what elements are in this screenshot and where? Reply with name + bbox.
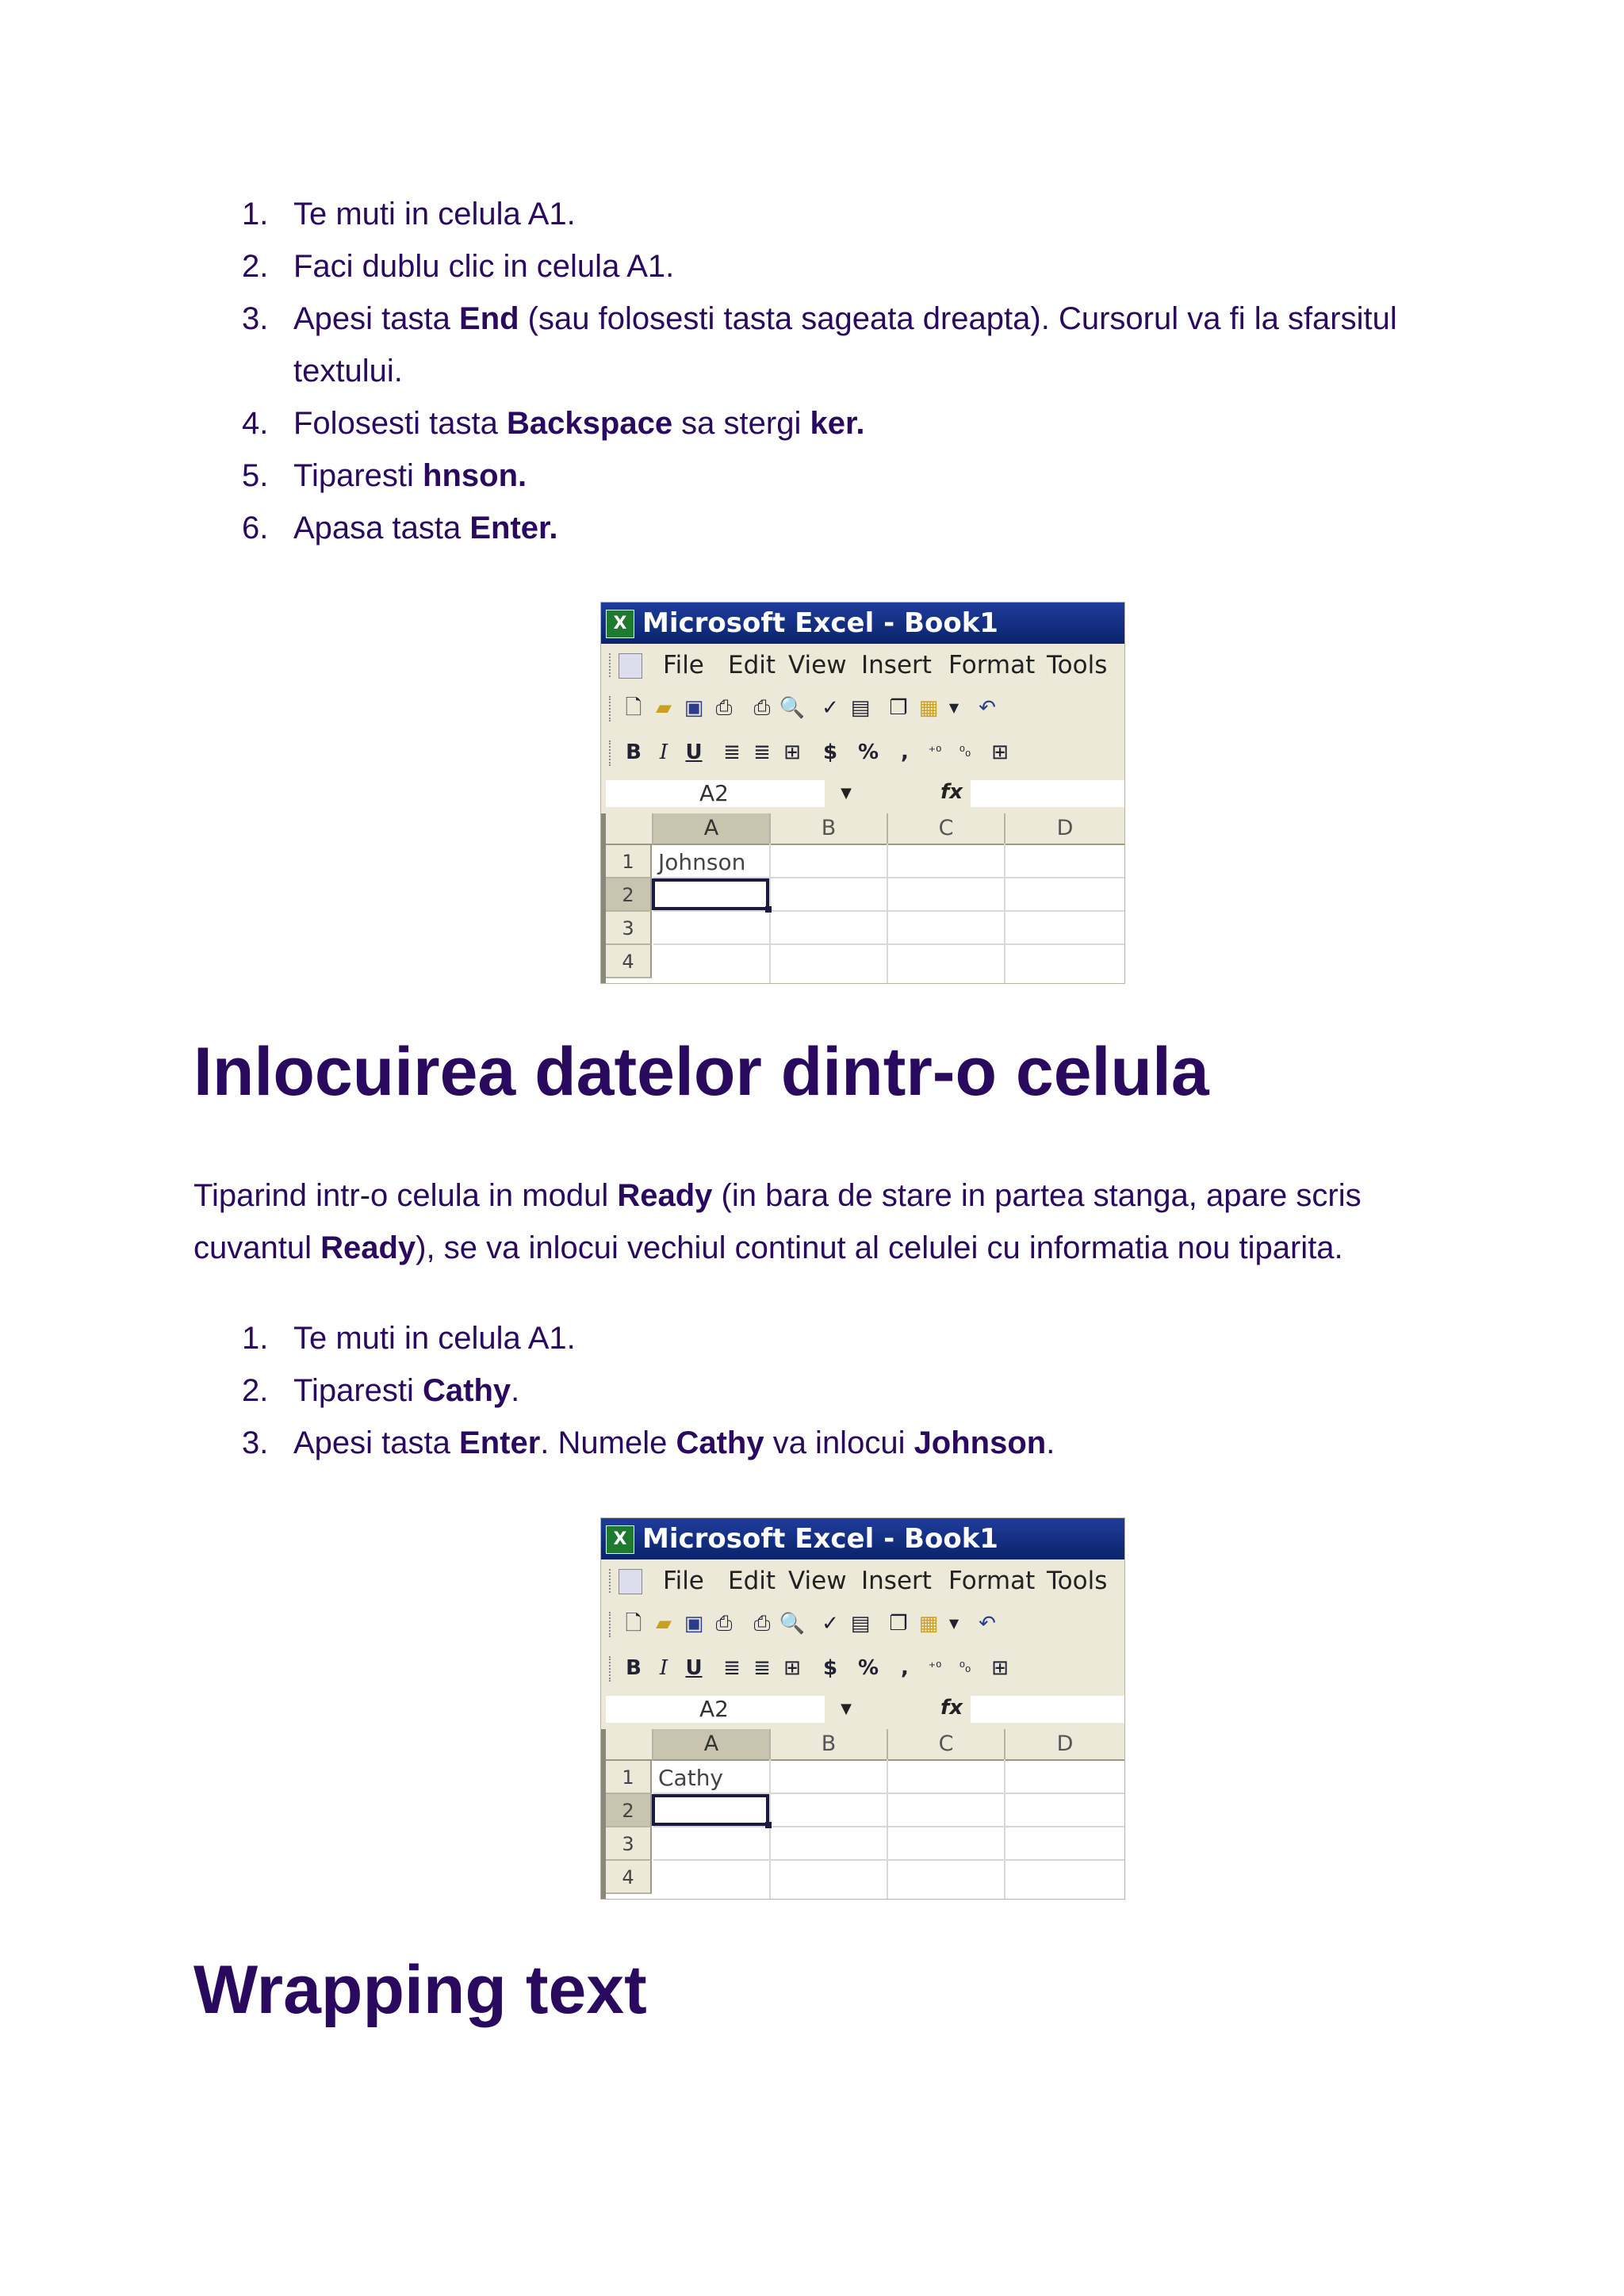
document-icon bbox=[619, 1569, 642, 1594]
list-item: 4. Folosesti tasta Backspace sa stergi ker. bbox=[242, 406, 865, 441]
list-item: 1. Te muti in celula A1. bbox=[242, 1321, 576, 1356]
gridline bbox=[769, 1759, 771, 1899]
function-icon[interactable]: fx bbox=[940, 780, 963, 804]
steps-list-2 bbox=[0, 1312, 1443, 1469]
formula-input[interactable] bbox=[971, 1696, 1124, 1723]
row-header-1[interactable]: 1 bbox=[606, 1761, 652, 1794]
select-all-corner[interactable] bbox=[606, 813, 653, 845]
new-icon[interactable]: 🗋 bbox=[625, 1612, 642, 1636]
paste-icon[interactable]: ▦ bbox=[918, 696, 939, 720]
bold-button[interactable]: B bbox=[626, 740, 642, 764]
toolbar-grip bbox=[609, 653, 614, 677]
menu-file[interactable]: File bbox=[663, 1567, 704, 1595]
paste-dropdown-icon[interactable]: ▼ bbox=[948, 700, 959, 715]
column-header-d[interactable]: D bbox=[1005, 1729, 1124, 1761]
column-header-b[interactable]: B bbox=[771, 813, 888, 845]
window-title: Microsoft Excel - Book1 bbox=[642, 607, 998, 639]
worksheet-grid[interactable] bbox=[601, 1729, 1124, 1899]
menu-view[interactable]: View bbox=[788, 1567, 847, 1595]
name-box[interactable]: A2 ▼ bbox=[606, 1696, 825, 1723]
formula-bar bbox=[601, 1691, 1124, 1728]
row-header-4[interactable]: 4 bbox=[606, 945, 652, 978]
currency-button[interactable]: $ bbox=[822, 740, 838, 764]
list-item: 6. Apasa tasta Enter. bbox=[242, 511, 558, 545]
comma-button[interactable]: , bbox=[901, 1656, 909, 1680]
active-cell-a2[interactable] bbox=[652, 878, 769, 910]
spelling-icon[interactable]: ✓ bbox=[822, 696, 839, 720]
increase-decimal-icon[interactable]: ⁺⁰ bbox=[928, 1659, 942, 1676]
function-icon[interactable]: fx bbox=[940, 1696, 963, 1720]
print-preview-icon[interactable]: 🔍 bbox=[779, 1612, 806, 1636]
row-header-2[interactable]: 2 bbox=[606, 878, 652, 912]
merge-center-icon[interactable]: ⊞ bbox=[783, 740, 801, 764]
save-icon[interactable]: ▣ bbox=[684, 1612, 704, 1636]
bold-button[interactable]: B bbox=[626, 1656, 642, 1680]
menu-insert[interactable]: Insert bbox=[861, 1567, 932, 1595]
excel-screenshot-2 bbox=[601, 1518, 1124, 1899]
menu-tools[interactable]: Tools bbox=[1047, 1567, 1108, 1595]
comma-button[interactable]: , bbox=[901, 740, 909, 764]
menu-bar bbox=[601, 1559, 1124, 1602]
gridline bbox=[887, 1759, 888, 1899]
borders-icon[interactable]: ⊞ bbox=[991, 1656, 1009, 1680]
gridline bbox=[769, 844, 771, 983]
underline-button[interactable]: U bbox=[685, 1656, 703, 1680]
undo-icon[interactable]: ↶ bbox=[979, 1612, 996, 1636]
borders-icon[interactable]: ⊞ bbox=[991, 740, 1009, 764]
decrease-decimal-icon[interactable]: ⁰₀ bbox=[959, 1659, 971, 1676]
align-left-icon[interactable]: ≣ bbox=[723, 1656, 741, 1680]
list-item: 2. Faci dublu clic in celula A1. bbox=[242, 249, 675, 284]
copy-icon[interactable]: ❐ bbox=[889, 1612, 908, 1636]
column-header-a[interactable]: A bbox=[653, 1729, 771, 1761]
excel-screenshot-1 bbox=[601, 603, 1124, 983]
menu-view[interactable]: View bbox=[788, 651, 847, 679]
gridline bbox=[653, 1859, 1124, 1861]
formatting-toolbar bbox=[601, 1647, 1124, 1691]
column-header-a[interactable]: A bbox=[653, 813, 771, 845]
permission-icon[interactable]: ⎙ bbox=[715, 1612, 733, 1636]
save-icon[interactable]: ▣ bbox=[684, 696, 704, 720]
currency-button[interactable]: $ bbox=[822, 1656, 838, 1680]
select-all-corner[interactable] bbox=[606, 1729, 653, 1761]
gridline bbox=[1004, 844, 1005, 983]
formatting-toolbar bbox=[601, 731, 1124, 775]
toolbar-grip bbox=[609, 696, 614, 721]
align-right-icon[interactable]: ≣ bbox=[753, 740, 771, 764]
window-title-bar bbox=[601, 1518, 1124, 1559]
cell-a1[interactable]: Cathy bbox=[658, 1765, 724, 1791]
italic-button[interactable]: I bbox=[659, 740, 668, 764]
research-icon[interactable]: ▤ bbox=[850, 1612, 871, 1636]
menu-edit[interactable]: Edit bbox=[728, 1567, 776, 1595]
list-item: 3. Apesi tasta Enter. Numele Cathy va inlocui Johnson. bbox=[242, 1425, 1055, 1460]
italic-button[interactable]: I bbox=[659, 1656, 668, 1680]
menu-file[interactable]: File bbox=[663, 651, 704, 679]
steps-list-1 bbox=[0, 188, 1443, 554]
row-header-4[interactable]: 4 bbox=[606, 1861, 652, 1894]
gridline bbox=[653, 1826, 1124, 1827]
print-icon[interactable]: ⎙ bbox=[753, 696, 771, 720]
menu-tools[interactable]: Tools bbox=[1047, 651, 1108, 679]
menu-edit[interactable]: Edit bbox=[728, 651, 776, 679]
spelling-icon[interactable]: ✓ bbox=[822, 1612, 839, 1636]
research-icon[interactable]: ▤ bbox=[850, 696, 871, 720]
section-heading-wrapping: Wrapping text bbox=[193, 1952, 647, 2028]
list-item: 2. Tiparesti Cathy. bbox=[242, 1373, 520, 1408]
window-title: Microsoft Excel - Book1 bbox=[642, 1523, 998, 1555]
name-box[interactable]: A2 ▼ bbox=[606, 780, 825, 807]
column-header-b[interactable]: B bbox=[771, 1729, 888, 1761]
chevron-down-icon[interactable]: ▼ bbox=[841, 785, 852, 802]
column-header-c[interactable]: C bbox=[888, 1729, 1005, 1761]
cell-a1[interactable]: Johnson bbox=[658, 849, 746, 875]
excel-app-icon: X bbox=[606, 610, 634, 638]
menu-format[interactable]: Format bbox=[948, 651, 1036, 679]
row-header-3[interactable]: 3 bbox=[606, 912, 652, 945]
standard-toolbar bbox=[601, 1602, 1124, 1647]
undo-icon[interactable]: ↶ bbox=[979, 696, 996, 720]
menu-bar bbox=[601, 644, 1124, 687]
underline-button[interactable]: U bbox=[685, 740, 703, 764]
row-header-2[interactable]: 2 bbox=[606, 1794, 652, 1827]
list-item: 5. Tiparesti hnson. bbox=[242, 458, 527, 493]
merge-center-icon[interactable]: ⊞ bbox=[783, 1656, 801, 1680]
formula-input[interactable] bbox=[971, 780, 1124, 807]
row-header-1[interactable]: 1 bbox=[606, 845, 652, 878]
gridline bbox=[1004, 1759, 1005, 1899]
align-left-icon[interactable]: ≣ bbox=[723, 740, 741, 764]
document-icon bbox=[619, 653, 642, 679]
menu-format[interactable]: Format bbox=[948, 1567, 1036, 1595]
column-header-d[interactable]: D bbox=[1005, 813, 1124, 845]
open-icon[interactable]: ▰ bbox=[656, 1612, 672, 1636]
copy-icon[interactable]: ❐ bbox=[889, 696, 908, 720]
gridline bbox=[653, 943, 1124, 945]
gridline bbox=[653, 910, 1124, 912]
gridline bbox=[887, 844, 888, 983]
paragraph-replace: Tiparind intr-o celula in modul Ready (in bara de stare in partea stanga, apare scris cuvantul Ready), se va inlocui vechiul continut al celulei cu informatia nou tiparita. bbox=[193, 1178, 1362, 1265]
chevron-down-icon[interactable]: ▼ bbox=[841, 1701, 852, 1717]
list-item: 1. Te muti in celula A1. bbox=[242, 197, 576, 232]
formula-bar bbox=[601, 775, 1124, 812]
active-cell-a2[interactable] bbox=[652, 1794, 769, 1826]
decrease-decimal-icon[interactable]: ⁰₀ bbox=[959, 744, 971, 760]
percent-button[interactable]: % bbox=[857, 740, 879, 764]
paste-icon[interactable]: ▦ bbox=[918, 1612, 939, 1636]
toolbar-grip bbox=[609, 1656, 614, 1682]
toolbar-grip bbox=[609, 1569, 614, 1593]
increase-decimal-icon[interactable]: ⁺⁰ bbox=[928, 744, 942, 760]
toolbar-grip bbox=[609, 740, 614, 766]
window-title-bar bbox=[601, 603, 1124, 644]
excel-app-icon: X bbox=[606, 1525, 634, 1554]
new-icon[interactable]: 🗋 bbox=[625, 696, 642, 720]
column-header-c[interactable]: C bbox=[888, 813, 1005, 845]
print-icon[interactable]: ⎙ bbox=[753, 1612, 771, 1636]
menu-insert[interactable]: Insert bbox=[861, 651, 932, 679]
worksheet-grid[interactable] bbox=[601, 813, 1124, 983]
toolbar-grip bbox=[609, 1612, 614, 1637]
row-header-3[interactable]: 3 bbox=[606, 1827, 652, 1861]
permission-icon[interactable]: ⎙ bbox=[715, 696, 733, 720]
list-item: 3. Apesi tasta End (sau folosesti tasta sageata dreapta). Cursorul va fi la sfarsitul textului. bbox=[242, 301, 1397, 388]
section-heading-replace: Inlocuirea datelor dintr-o celula bbox=[193, 1034, 1209, 1110]
print-preview-icon[interactable]: 🔍 bbox=[779, 696, 806, 720]
align-right-icon[interactable]: ≣ bbox=[753, 1656, 771, 1680]
open-icon[interactable]: ▰ bbox=[656, 696, 672, 720]
standard-toolbar bbox=[601, 687, 1124, 731]
paste-dropdown-icon[interactable]: ▼ bbox=[948, 1616, 959, 1631]
percent-button[interactable]: % bbox=[857, 1656, 879, 1680]
